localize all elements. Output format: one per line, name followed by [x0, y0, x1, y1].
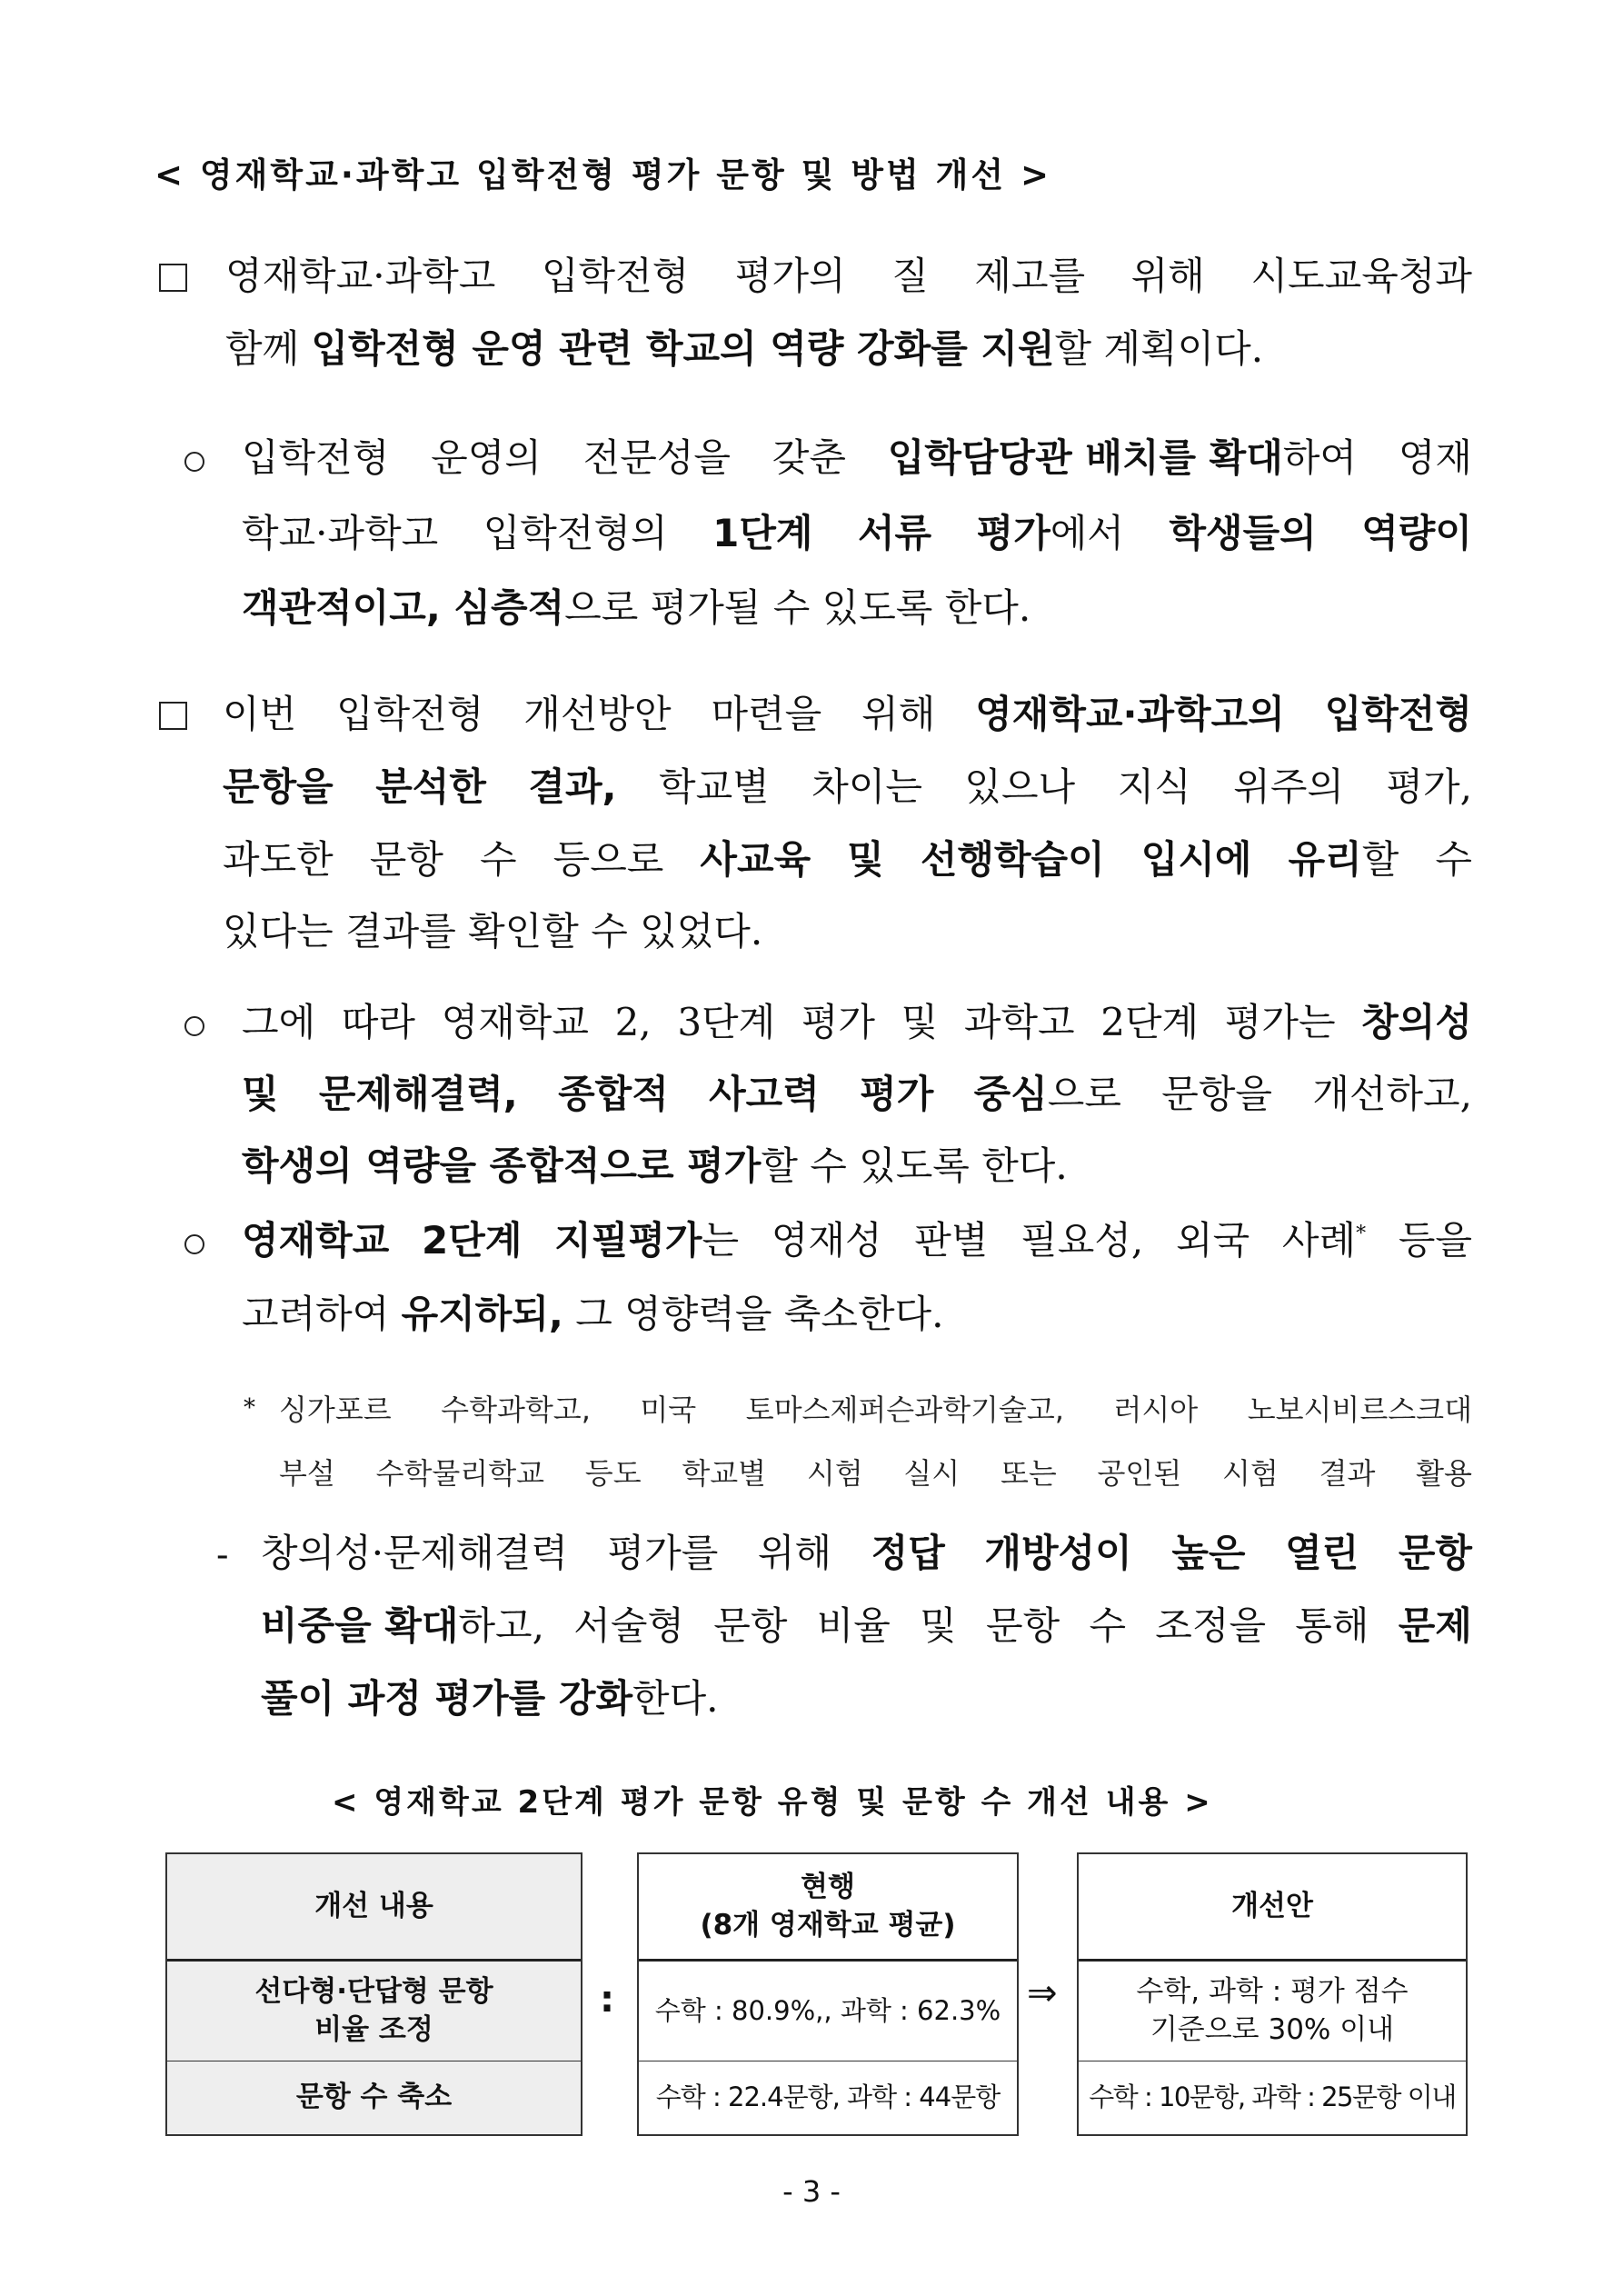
row2-current: 수학 : 22.4문항, 과학 : 44문항 [655, 2081, 1001, 2113]
footnote-star: * [244, 1394, 255, 1422]
section2-bullet1-line2: 및 문제해결력, 종합적 사고력 평가 중심으로 문항을 개선하고, [242, 1072, 1472, 1116]
section2-line1: 이번 입학전형 개선방안 마련을 위해 영재학교·과학고의 입학전형 [223, 692, 1472, 736]
circle-bullet-icon [184, 1234, 204, 1254]
col1-header: 개선 내용 [167, 1854, 581, 1962]
section1-bullet1-line3: 객관적이고, 심층적으로 평가될 수 있도록 한다. [242, 585, 1031, 630]
row2-label: 문항 수 축소 [167, 2061, 581, 2134]
dash-bullet: - [216, 1534, 229, 1576]
page-heading: < 영재학교·과학고 입학전형 평가 문항 및 방법 개선 > [154, 155, 1051, 195]
section2-dash-line1: 창의성·문제해결력 평가를 위해 정답 개방성이 높은 열린 문항 [261, 1531, 1472, 1575]
col2-header: 현행 (8개 영재학교 평균) [639, 1854, 1017, 1962]
table-title: < 영재학교 2단계 평가 문항 유형 및 문항 수 개선 내용 > [332, 1784, 1213, 1821]
section2-dash-line3: 풀이 과정 평가를 강화한다. [261, 1676, 719, 1721]
table-current-column [637, 1852, 1019, 2136]
square-bullet-icon [159, 702, 187, 730]
row1-proposed: 수학, 과학 : 평가 점수 기준으로 30% 이내 [1079, 1962, 1466, 2061]
section2-line3: 과도한 문항 수 등으로 사교육 및 선행학습이 입시에 유리할 수 [223, 837, 1472, 882]
section2-line2: 문항을 분석한 결과, 학교별 차이는 있으나 지식 위주의 평가, [223, 764, 1472, 809]
section1-bullet1-line1: 입학전형 운영의 전문성을 갖춘 입학담당관 배치를 확대하여 영재 [242, 435, 1472, 480]
row2-proposed: 수학 : 10문항, 과학 : 25문항 이내 [1089, 2081, 1456, 2113]
col3-header: 개선안 [1079, 1854, 1466, 1962]
section1-line1: 영재학교·과학고 입학전형 평가의 질 제고를 위해 시도교육청과 [225, 254, 1472, 298]
section2-line4: 있다는 결과를 확인할 수 있었다. [223, 909, 763, 953]
table-improvement-column [165, 1852, 582, 2136]
section2-bullet2-line2: 고려하여 유지하되, 그 영향력을 축소한다. [242, 1292, 944, 1336]
section2-bullet1-line1: 그에 따라 영재학교 2, 3단계 평가 및 과학고 2단계 평가는 창의성 [242, 1000, 1472, 1044]
section2-bullet2-line1: 영재학교 2단계 지필평가는 영재성 판별 필요성, 외국 사례* 등을 [242, 1218, 1472, 1263]
table-proposal-column [1077, 1852, 1468, 2136]
colon-separator: : [600, 1979, 614, 2021]
footnote-line1: 싱가포르 수학과학고, 미국 토마스제퍼슨과학기술고, 러시아 노보시비르스크대 [279, 1393, 1472, 1427]
section2-bullet1-line3: 학생의 역량을 종합적으로 평가할 수 있도록 한다. [242, 1143, 1068, 1188]
circle-bullet-icon [184, 452, 204, 472]
section2-dash-line2: 비중을 확대하고, 서술형 문항 비율 및 문항 수 조정을 통해 문제 [261, 1603, 1472, 1648]
square-bullet-icon [159, 264, 187, 292]
arrow-icon: ⇒ [1027, 1972, 1058, 2014]
circle-bullet-icon [184, 1016, 204, 1036]
page-number: - 3 - [782, 2174, 841, 2209]
footnote-marker: * [1356, 1223, 1367, 1245]
section1-bullet1-line2: 학교·과학고 입학전형의 1단계 서류 평가에서 학생들의 역량이 [242, 511, 1472, 555]
footnote-line2: 부설 수학물리학교 등도 학교별 시험 실시 또는 공인된 시험 결과 활용 [279, 1456, 1472, 1491]
row1-current: 수학 : 80.9%,, 과학 : 62.3% [639, 1962, 1017, 2061]
row1-label: 선다형·단답형 문항 비율 조정 [167, 1962, 581, 2061]
section1-line2: 함께 입학전형 운영 관련 학교의 역량 강화를 지원할 계획이다. [225, 326, 1264, 371]
